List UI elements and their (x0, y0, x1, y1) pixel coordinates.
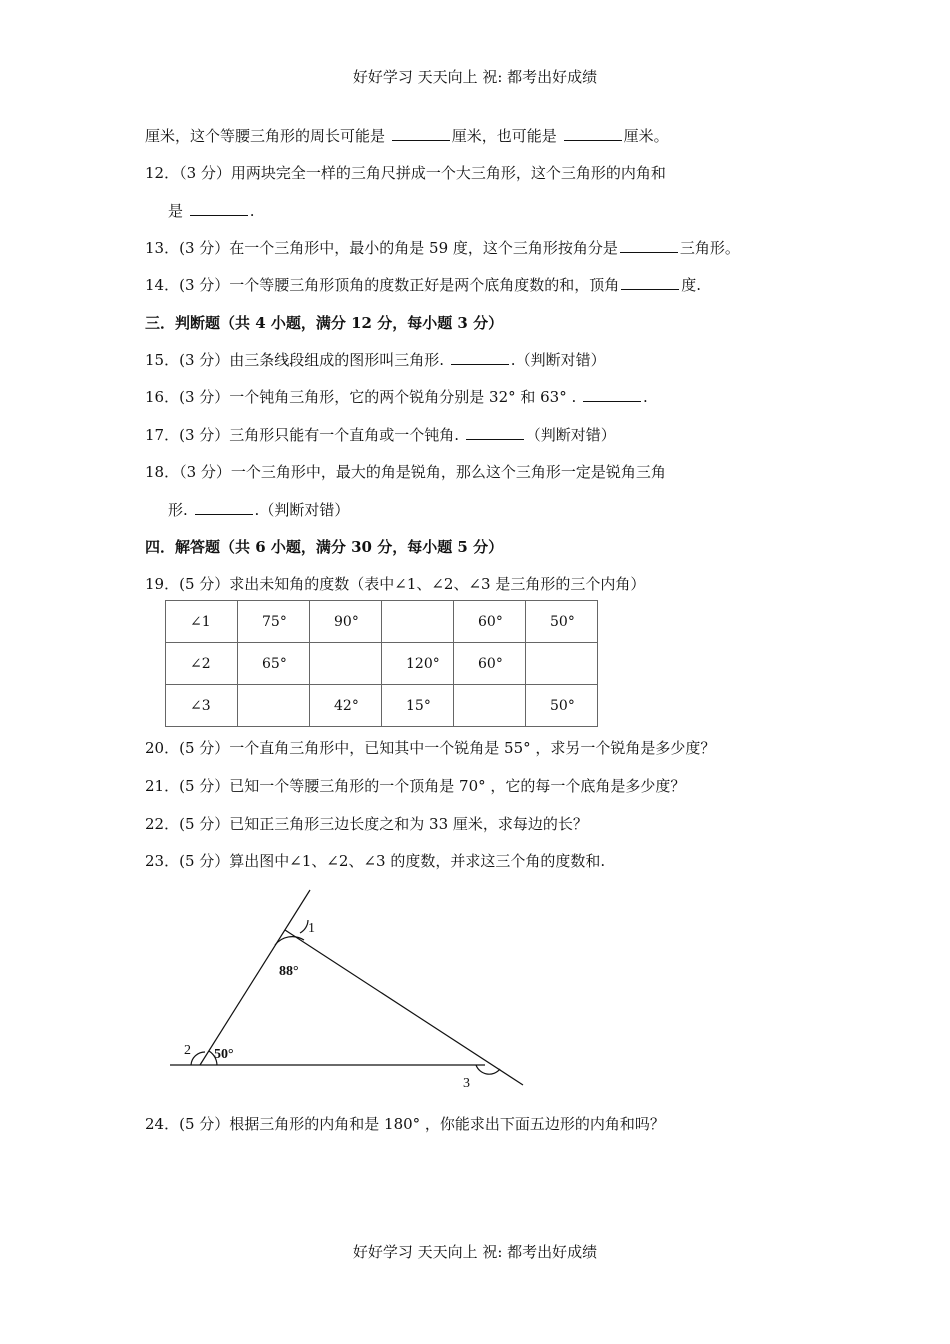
q12-line2 (168, 200, 255, 221)
q12-line1: 12．（3 分）用两块完全一样的三角尺拼成一个大三角形，这个三角形的内角和 (145, 164, 666, 182)
q14 (145, 274, 701, 295)
label-50-degrees: 50° (214, 1047, 234, 1062)
table-cell (382, 601, 454, 643)
q18-text-b: 形. (168, 501, 193, 519)
table-cell: 50° (526, 601, 598, 643)
table-row (166, 685, 598, 727)
q17-text-b: （判断对错） (525, 426, 616, 444)
page-footer: 好好学习 天天向上 祝: 都考出好成绩 (352, 1243, 598, 1261)
table-cell (454, 685, 526, 727)
q13-text-a: 13．(3 分）在一个三角形中，最小的角是 59 度，这个三角形按角分是 (145, 239, 618, 257)
answer-blank[interactable] (392, 126, 450, 141)
label-angle-3: 3 (463, 1076, 470, 1091)
table-cell: 60° (454, 643, 526, 685)
label-88-degrees: 88° (279, 964, 299, 979)
q11-text-c: 厘米。 (623, 127, 669, 145)
table-cell: 75° (238, 601, 310, 643)
table-cell: ∠1 (166, 601, 238, 643)
q21: 21．(5 分）已知一个等腰三角形的一个顶角是 70° ，它的每一个底角是多少度？ (145, 777, 686, 795)
q14-text-a: 14．(3 分）一个等腰三角形顶角的度数正好是两个底角度数的和，顶角 (145, 276, 620, 294)
label-angle-2: 2 (184, 1043, 191, 1058)
q11-text-a: 厘米，这个等腰三角形的周长可能是 (145, 127, 390, 145)
table-cell: ∠3 (166, 685, 238, 727)
angle-1-arc (300, 920, 308, 933)
q13 (145, 237, 740, 258)
table-row (166, 643, 598, 685)
table-cell (310, 643, 382, 685)
angle-2-arc (191, 1052, 205, 1065)
q15-text-a: 15．(3 分）由三条线段组成的图形叫三角形. (145, 351, 449, 369)
q15 (145, 349, 606, 370)
q24: 24．(5 分）根据三角形的内角和是 180° ，你能求出下面五边形的内角和吗？ (145, 1115, 665, 1133)
table-row (166, 601, 598, 643)
table-cell: ∠2 (166, 643, 238, 685)
table-cell (526, 643, 598, 685)
q20: 20．(5 分）一个直角三角形中，已知其中一个锐角是 55° ，求另一个锐角是多少度？ (145, 739, 716, 757)
table-cell: 120° (382, 643, 454, 685)
q18-line2 (168, 499, 349, 520)
answer-blank[interactable] (451, 350, 509, 365)
answer-blank[interactable] (190, 201, 248, 216)
q15-text-b: .（判断对错） (510, 351, 606, 369)
q11-continuation (145, 125, 669, 146)
right-side-line (285, 930, 523, 1085)
q11-text-b: 厘米，也可能是 (451, 127, 562, 145)
table-cell (238, 685, 310, 727)
table-cell: 15° (382, 685, 454, 727)
table-cell: 90° (310, 601, 382, 643)
angle-3-arc (476, 1065, 500, 1074)
q18-text-c: .（判断对错） (254, 501, 350, 519)
q16 (145, 386, 648, 407)
q14-text-b: 度. (681, 276, 702, 294)
label-angle-1: 1 (308, 921, 315, 936)
q17 (145, 424, 616, 445)
q19: 19．(5 分）求出未知角的度数（表中∠1、∠2、∠3 是三角形的三个内角） (145, 575, 646, 593)
section-3-heading: 三．判断题（共 4 小题，满分 12 分，每小题 3 分） (145, 314, 504, 332)
triangle-figure (165, 885, 535, 1095)
table-cell: 42° (310, 685, 382, 727)
q12-text-b: 是 (168, 202, 188, 220)
q16-text-a: 16．(3 分）一个钝角三角形，它的两个锐角分别是 32° 和 63° . (145, 388, 582, 406)
q18-line1: 18．（3 分）一个三角形中，最大的角是锐角，那么这个三角形一定是锐角三角 (145, 463, 666, 481)
table-cell: 50° (526, 685, 598, 727)
answer-blank[interactable] (195, 500, 253, 515)
answer-blank[interactable] (620, 238, 678, 253)
q23: 23．(5 分）算出图中∠1、∠2、∠3 的度数，并求这三个角的度数和. (145, 852, 606, 870)
q12-text-c: . (249, 202, 255, 220)
answer-blank[interactable] (583, 387, 641, 402)
page-header: 好好学习 天天向上 祝: 都考出好成绩 (352, 68, 598, 86)
angle-table (165, 600, 598, 727)
q16-text-b: . (643, 388, 648, 406)
q22: 22．(5 分）已知正三角形三边长度之和为 33 厘米，求每边的长？ (145, 815, 588, 833)
q17-text-a: 17．(3 分）三角形只能有一个直角或一个钝角. (145, 426, 464, 444)
section-4-heading: 四．解答题（共 6 小题，满分 30 分，每小题 5 分） (145, 538, 504, 556)
table-cell: 65° (238, 643, 310, 685)
table-cell: 60° (454, 601, 526, 643)
answer-blank[interactable] (564, 126, 622, 141)
q13-text-b: 三角形。 (679, 239, 740, 257)
answer-blank[interactable] (621, 275, 679, 290)
answer-blank[interactable] (466, 425, 524, 440)
